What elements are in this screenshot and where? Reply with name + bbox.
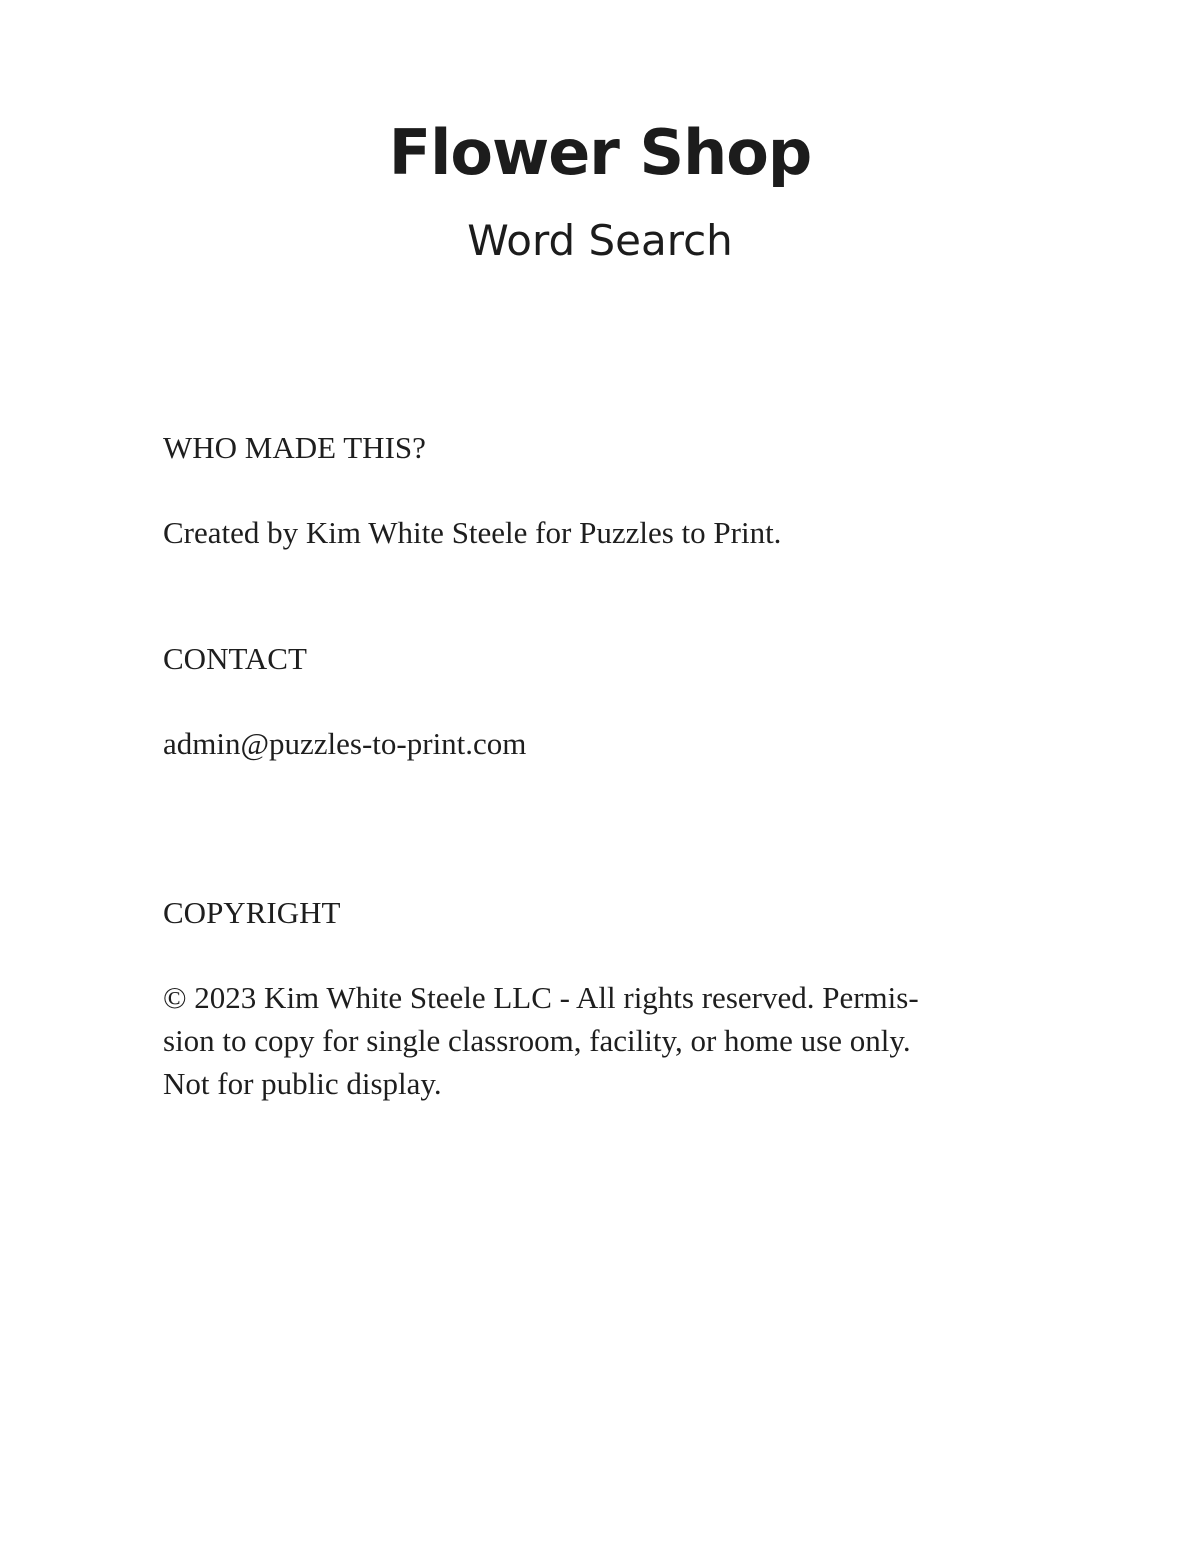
- contact-heading: CONTACT: [163, 641, 307, 676]
- who-made-this-heading: WHO MADE THIS?: [163, 430, 426, 465]
- creator-credit: Created by Kim White Steele for Puzzles to Print.: [163, 515, 782, 550]
- copyright-heading: COPYRIGHT: [163, 895, 341, 930]
- contact-email: admin@puzzles-to-print.com: [163, 726, 527, 761]
- page-title: Flower Shop: [388, 116, 812, 189]
- copyright-notice: © 2023 Kim White Steele LLC - All rights reserved. Permis- sion to copy for single classroom, facility, or home use only. Not for public display.: [163, 980, 919, 1101]
- page-subtitle: Word Search: [467, 216, 733, 265]
